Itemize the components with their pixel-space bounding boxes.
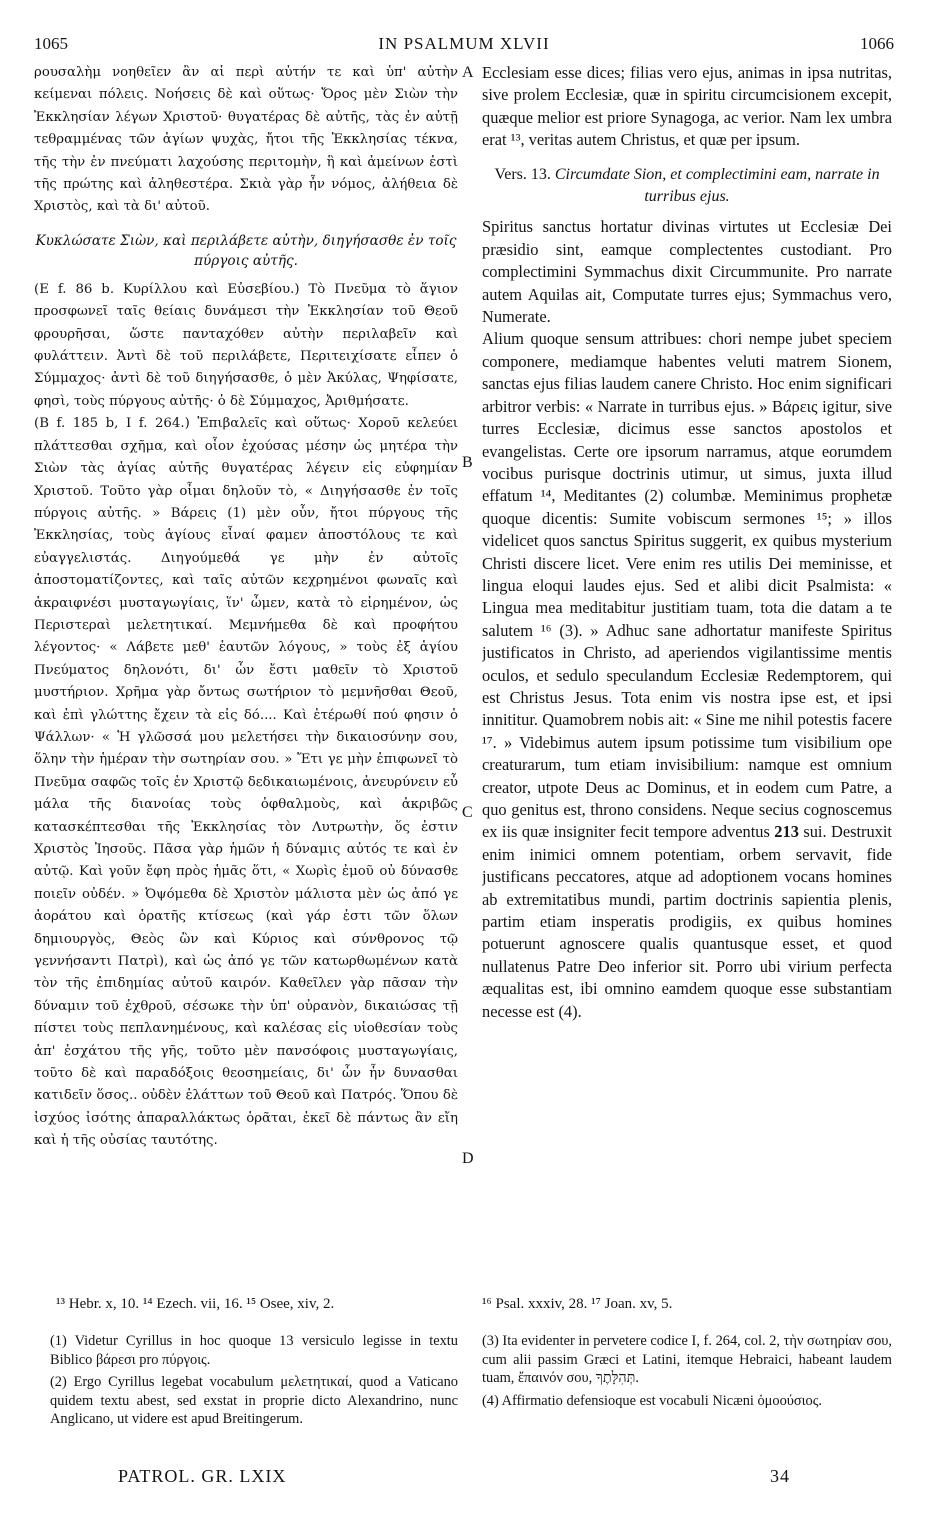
latin-verse-heading (482, 164, 892, 209)
footnotes-left (50, 1332, 458, 1433)
footnote-1: (1) Videtur Cyrillus in hoc quoque 13 versiculo legisse in textu Biblico βάρεσι pro πύργοις. (50, 1333, 458, 1368)
latin-paragraph-3-text: Alium quoque sensum attribues: chori nempe jubet speciem componere, mediamque habentes veluti matrem Sionem, sanctas ejus filias laudem canere Christo. Hoc enim significari arbitror verbis: « Narrate in turribus ejus. » Βάρεις igitur, sive turres Ecclesiæ, dicimus esse sanctos apostolos et evangelistas. Certe ore ipsorum narramus, atque eorumdem vocibus purisque doctrinis utimur, ut simus, juxta illud effatum ¹⁴, Meditantes (2) columbæ. Meminimus prophetæ quoque dicentis: Sumite vobiscum sermones ¹⁵; » illos videlicet quos sanctus Spiritus suggerit, ex quibus mysterium Christi discere licet. Vere enim res utilis Dei meminisse, et lingua eloqui laudes ejus. Sed et alibi dicit Psalmista: « Lingua mea meditabitur justitiam tuam, tota die datam a te salutem ¹⁶ (3). » Adhuc sane adhortatur manifeste Spiritus justificatos in Christo, ad aperiendos vigilantissime mentis oculos, et sedulo speculandum Ecclesiæ Redemptorem, qui est Christus Jesus. Tota enim vis nostra ipse est, et ipsi innititur. Quamobrem nobis ait: « Sine me nihil potestis facere ¹⁷. » Videbimus autem ipsum potissime tum visibilium ope creaturarum, tum etiam invisibilium: namque est omnium creator, utpote Deus ac Dominus, et in eodem cum Patre, a quo genitus est, throno considens. Neque secius cognoscemus ex iis quæ insigniter fecit tempore adventus (482, 329, 892, 842)
verse-number: Vers. 13. (494, 165, 551, 183)
margin-letter-b: B (462, 454, 473, 471)
latin-verse-text: Circumdate Sion, et complectimini eam, narrate in turribus ejus. (554, 165, 880, 206)
migne-page-marker: 213 (774, 822, 799, 842)
greek-paragraph-3: (B f. 185 b, I f. 264.) Ἐπιβαλεῖς καὶ οὕτως· Χοροῦ κελεύει πλάττεσθαι σχῆμα, καὶ οἷον ἐχούσας μέσην ὡς μητέρα τὴν Σιὼν τὰς ἁγίας αὐτῆς θυγατέρας λέγειν εἰς εὐφημίαν Χριστοῦ. Τοῦτο γὰρ οἶμαι δηλοῦν τὸ, « Διηγήσασθε ἐν τοῖς πύργοις αὐτῆς. » Βάρεις (1) μὲν οὖν, ἤτοι πύργους τῆς Ἐκκλησίας, τοὺς ἁγίους εἶναί φαμεν ἀποστόλους τε καὶ εὐαγγελιστάς. Διηγούμεθά γε μὴν ἐν αὐτοῖς ἀποστοματίζοντες, καὶ ταῖς αὐτῶν κεχρημένοι φωναῖς καὶ ἀκραιφνέσι μυσταγωγίαις, ἵν' ὦμεν, κατὰ τὸ εἰρημένον, ὡς Περιστεραὶ μελετητικαί. Μεμνήμεθα δὲ καὶ προφήτου λέγοντος· « Λάβετε μεθ' ἑαυτῶν λόγους, » τοὺς ἐξ ἁγίου Πνεύματος δηλονότι, δι' ὧν ἔστι μαθεῖν τὸ Χριστοῦ μυστήριον. Χρῆμα γὰρ ὄντως σωτήριον τὸ μεμνῆσθαι Θεοῦ, καὶ ἐπὶ γλώττης ἔχειν τὰ εἰς δό.... Καὶ ἑτέρωθί πού φησιν ὁ Ψάλλων· « Ἡ γλῶσσά μου μελετήσει τὴν δικαιοσύνην σου, ὅλην τὴν ἡμέραν τὴν σωτηρίαν σου. » Ἔτι γε μὴν ἐπιφωνεῖ τὸ Πνεῦμα σαφῶς τοῖς ἐν Χριστῷ δεδικαιωμένοις, ἀνευρύνειν εὖ μάλα τῆς διανοίας τοὺς ὀφθαλμοὺς, καὶ ἀκριβῶς κατασκέπτεσθαι τῆς Ἐκκλησίας τὸν Λυτρωτὴν, ὅς ἐστιν Χριστὸς Ἰησοῦς. Πᾶσα γὰρ ἡμῶν ἡ δύναμις αὐτός τε καὶ ἐν αὐτῷ. Καὶ γοῦν ἔφη πρὸς ἡμᾶς ὅτι, « Χωρὶς ἐμοῦ οὐ δύνασθε ποιεῖν οὐδέν. » Ὀψόμεθα δὲ Χριστὸν μάλιστα μὲν ὡς ἀπό γε ἀοράτου καὶ ὁρατῆς κτίσεως (καὶ γάρ ἐστι τῶν ὅλων δημιουργὸς, Θεὸς ὢν καὶ Κύριος καὶ σύνθρονος τῷ γεννήσαντι Πατρὶ), καὶ ὡς ἀπό γε τῶν κατωρθωμένων κατὰ τὸν τῆς ἐπιδημίας αὐτοῦ καιρόν. Καθεῖλεν γὰρ πᾶσαν τὴν δύναμιν τοῦ ἐχθροῦ, σέσωκε τὴν ὑπ' οὐρανὸν, δικαιώσας τῇ πίστει τοὺς πεπλανημένους, καὶ καλέσας εἰς υἱοθεσίαν τοὺς ἀπ' ἐσχάτου τῆς γῆς, τοῦτο μὲν πανσόφοις μυσταγωγίαις, τοῦτο δὲ καὶ παραδόξοις θεοσημείαις, δι' ὧν ἦν δυνασθαι κατιδεῖν ὅσος.. οὐδὲν ἐλάττων τοῦ Θεοῦ καὶ Πατρός. Ὅπου δὲ ἰσχύος ἰσότης ἀπαραλλάκτως ὁρᾶται, ἐκεῖ δὲ πάντως ἂν εἴη καὶ ἡ τῆς οὐσίας ταυτότης. (34, 416, 458, 1149)
latin-paragraph-3-end: sui. Destruxit enim inimici omnem potentiam, orbem servavit, fide justificans peccatores, atque ad adoptionem vocans homines ab extremitatibus mundi, partim doctrinis sapientia plenis, partim etiam insperatis prodigiis, ex quibus homines potuerunt agnoscere qualis quantusque esset, et quod nullatenus Patre Deo inferior sit. Porro ubi virium perfecta æqualitas est, ibi omnino eamdem quoque esse substantiam necesse est (4). (482, 822, 892, 1021)
latin-column (482, 62, 892, 1023)
volume-signature: PATROL. GR. LXIX (118, 1466, 287, 1486)
gathering-number: 34 (770, 1466, 790, 1486)
page-number-left: 1065 (34, 34, 68, 53)
latin-paragraph-2: Spiritus sanctus hortatur divinas virtutes ut Ecclesiæ Dei præsidio sint, eamque complectentes custodiant. Pro complectimini Symmachus dixit Circummunite. Pro narrate autem Aquilas ait, Computate turres ejus; Symmachus vero, Numerate. (482, 217, 892, 327)
greek-paragraph-1: ρουσαλὴμ νοηθεῖεν ἂν αἱ περὶ αὐτήν τε καὶ ὑπ' αὐτὴν κείμεναι πόλεις. Νοήσεις δὲ καὶ οὕτως· Ὄρος μὲν Σιὼν τὴν Ἐκκλησίαν λέγων Χριστοῦ· θυγατέρας δὲ αὐτῆς, τὰς ἐν αὐτῇ τεθραμμένας τῶν ἁγίων ψυχὰς, ἤτοι τῆς Ἐκκλησίας τέκνα, τῆς τὴν ἐν πνεύματι λαχούσης περιτομὴν, ἣ καὶ ἀμείνων ἐστὶ τῆς πρώτης καὶ ἀληθεστέρα. Σκιὰ γὰρ ἦν νόμος, ἀλήθεια δὲ Χριστὸς, καὶ τὰ δι' αὐτοῦ. (34, 65, 458, 215)
footnote-4: (4) Affirmatio defensioque est vocabuli Nicæni ὁμοούσιος. (482, 1392, 823, 1409)
page-number-right: 1066 (860, 34, 894, 53)
page-header (34, 34, 894, 58)
latin-paragraph-3 (482, 328, 892, 1023)
scripture-references-left: ¹³ Hebr. x, 10. ¹⁴ Ezech. vii, 16. ¹⁵ Osee, xiv, 2. (56, 1296, 335, 1312)
footnote-2: (2) Ergo Cyrillus legebat vocabulum μελετητικαί, quod a Vaticano quidem textu abest, sed exstat in proprie dicto Alexandrino, nunc Anglicano, ut videre est apud Breitingerum. (50, 1374, 458, 1428)
margin-letter-d: D (462, 1150, 474, 1167)
running-title: IN PSALMUM XLVII (378, 34, 550, 53)
margin-letter-c: C (462, 804, 473, 821)
footnote-3: (3) Ita evidenter in pervetere codice I, f. 264, col. 2, τὴν σωτηρίαν σου, cum alii passim Græci et Latini, itemque Hebraici, habeant laudem tuam, ἔπαινόν σου, תְּהִלָּתֶךָ. (482, 1333, 892, 1387)
greek-paragraph-2: (E f. 86 b. Κυρίλλου καὶ Εὐσεβίου.) Τὸ Πνεῦμα τὸ ἅγιον προσφωνεῖ ταῖς θείαις δυνάμεσι τὴν Ἐκκλησίαν τοῦ Θεοῦ φρουρῆσαι, ὥστε πανταχόθεν αὐτὴν περιλαβεῖν καὶ φυλάττειν. Ἀντὶ δὲ τοῦ περιλάβετε, Περιτειχίσατε εἶπεν ὁ Σύμμαχος· ἀντὶ δὲ τοῦ διηγήσασθε, ὁ μὲν Ἀκύλας, Ψηφίσατε, φησὶ, τοὺς πύργους αὐτῆς· ὁ δὲ Σύμμαχος, Ἀριθμήσατε. (34, 281, 458, 409)
latin-paragraph-1: Ecclesiam esse dices; filias vero ejus, animas in ipsa nutritas, sive prolem Ecclesiæ, quæ in spiritu circumcisionem excepit, quæque melior est priore Synagoga, ac verior. Nam lex umbra erat ¹³, veritas autem Christus, et quæ per ipsum. (482, 63, 892, 150)
margin-letter-a: A (462, 64, 474, 81)
greek-column (34, 62, 458, 1153)
scripture-references-right: ¹⁶ Psal. xxxiv, 28. ¹⁷ Joan. xv, 5. (482, 1296, 673, 1312)
greek-verse-heading: Κυκλώσατε Σιὼν, καὶ περιλάβετε αὐτὴν, διηγήσασθε ἐν τοῖς πύργοις αὐτῆς. (35, 232, 457, 269)
footnotes-right (482, 1332, 892, 1414)
